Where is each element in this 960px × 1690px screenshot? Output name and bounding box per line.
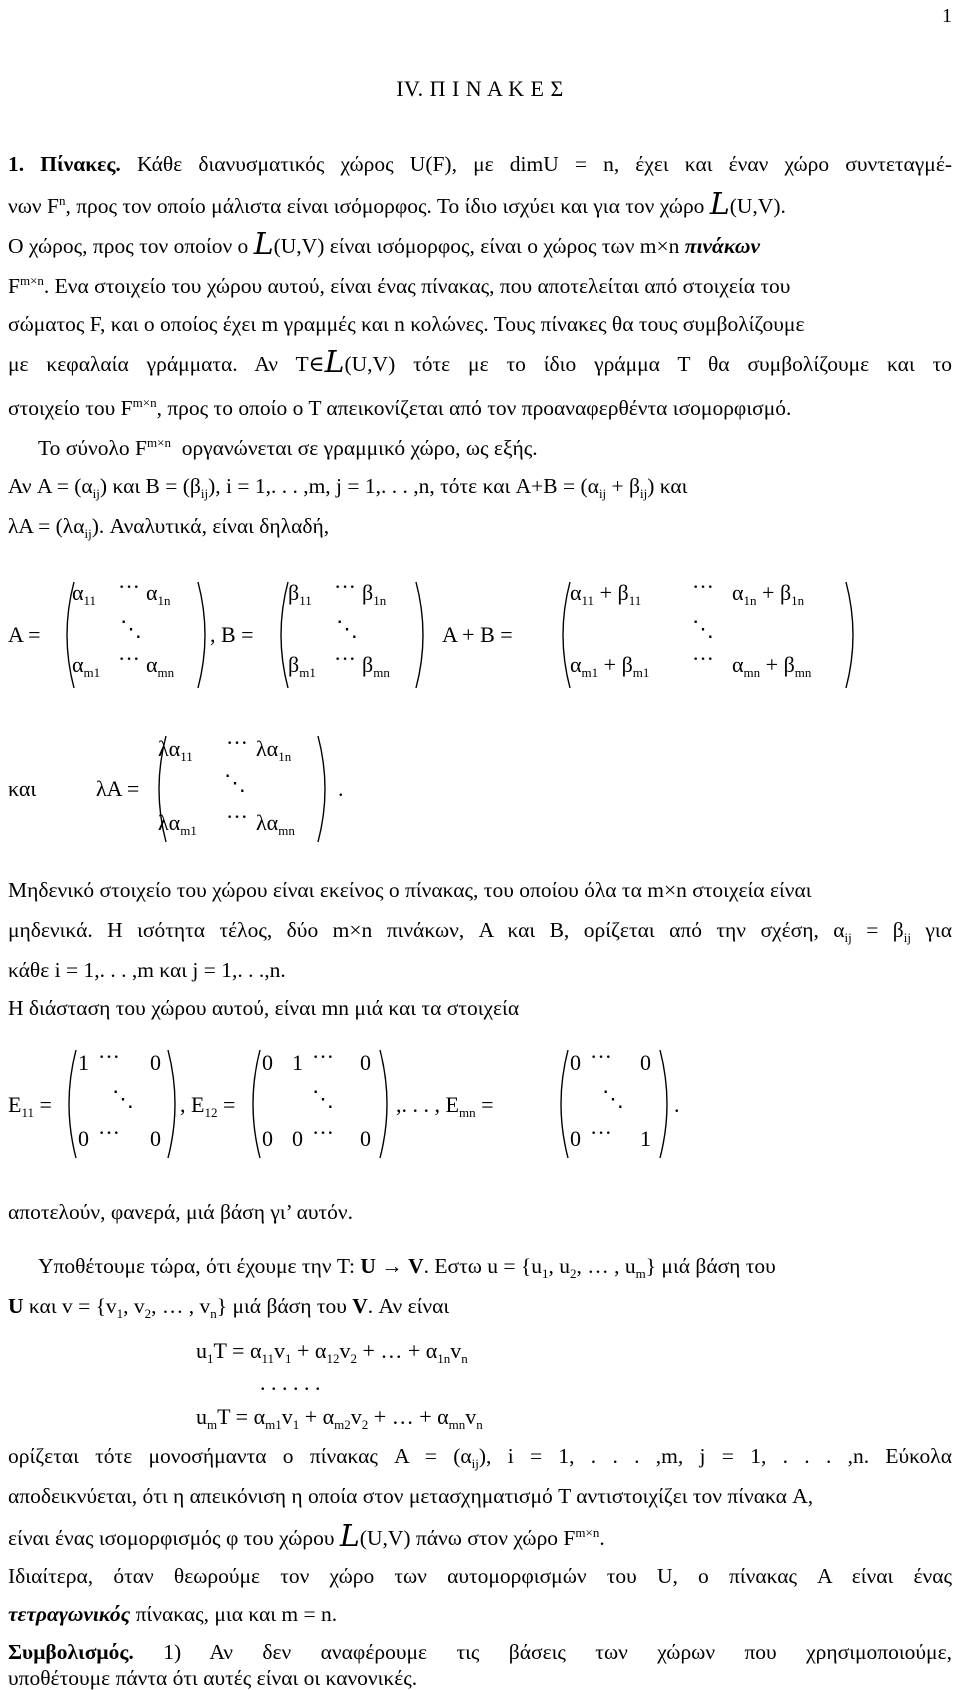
matrix-b-label: , B = (210, 622, 254, 647)
left-paren-icon (552, 1048, 572, 1160)
para3-line-8: τετραγωνικός πίνακας, μια και m = n. (8, 1602, 338, 1626)
section-line-10: $\lambda A = (\lambda\alpha_{ij})$. Αναλυτικά, είναι δηλαδή, (8, 514, 330, 541)
section-line-7: στοιχείο του $F^{m\times n}$, προς το οποίο ο Τ απεικονίζεται από τον προαναφερθέντα ισομορφισμό. (8, 395, 792, 420)
notation-line-1: Συμβολισμός. 1) Αν δεν αναφέρουμε τις βάσεις των χώρων που χρησιμοποιούμε, (8, 1640, 952, 1664)
section-line-6: με κεφαλαία γράμματα. Αν Τ∈L(U,V) τότε με το ίδιο γράμμα Τ θα συμβολίζουμε και το (8, 345, 952, 380)
right-paren-icon (842, 580, 862, 690)
right-paren-icon (376, 1048, 396, 1160)
script-l-symbol: L (339, 1519, 360, 1554)
para3-line-2: Υποθέτουμε τώρα, ότι έχουμε την T: U → V. Εστω $u = \{u_1$, $u_2$, … , $u_m$} μιά βάση του (38, 1254, 776, 1281)
script-l-symbol: L (253, 227, 274, 262)
section-line-4: $F^{m\times n}$. Ενα στοιχείο του χώρου αυτού, είναι ένας πίνακας, που αποτελείται από στοιχεία του (8, 273, 791, 298)
section-line-5: σώματος F, και ο οποίος έχει m γραμμές και n κολώνες. Τους πίνακες θα τους συμβολίζουμε (8, 312, 805, 336)
script-l-symbol: L (709, 187, 730, 222)
section-heading: 1. Πίνακες. (8, 152, 121, 176)
notation-label: Συμβολισμός. (8, 1640, 134, 1664)
section-line-3: Ο χώρος, προς τον οποίον ο L(U,V) είναι ισόμορφος, είναι ο χώρος των m×n πινάκων (8, 227, 760, 262)
left-paren-icon (60, 1048, 80, 1160)
para2-line-4: Η διάσταση του χώρου αυτού, είναι mn μιά και τα στοιχεία (8, 996, 520, 1020)
page-number: 1 (942, 5, 952, 27)
para2-line-3: κάθε i = 1,. . . ,m και j = 1,. . .,n. (8, 958, 286, 982)
section-line-8: Το σύνολο $F^{m\times n}$ οργανώνεται σε γραμμικό χώρο, ως εξής. (38, 435, 538, 460)
para3-line-4: ορίζεται τότε μονοσήμαντα ο πίνακας $A = (\alpha_{ij})$, i = 1, . . . ,m, j = 1, . . . ,n. Εύκολα (8, 1444, 952, 1471)
section-line-2: νων $F^n$, προς τον οποίο μάλιστα είναι ισόμορφος. Το ίδιο ισχύει και για τον χώρο L(U,V). (8, 187, 786, 222)
kai-word: και (8, 776, 37, 801)
script-l-symbol: L (324, 345, 345, 380)
equation-dots: . . . . . . (260, 1370, 321, 1395)
equation-last-row: $u_mT = \alpha_{m1}v_1 + \alpha_{m2}v_2$ + … + $\alpha_{mn}v_n$ (196, 1404, 483, 1432)
para3-line-3: U και $v = \{v_1$, $v_2$, … , $v_n$} μιά βάση του V. Αν είναι (8, 1294, 450, 1321)
matrix-a-label: A = (8, 622, 41, 647)
notation-line-2: υποθέτουμε πάντα ότι αυτές είναι οι κανονικές. (8, 1666, 418, 1690)
section-line-9: Αν $A = (\alpha_{ij})$ και $B = (\beta_{ij})$, i = 1,. . . ,m, j = 1,. . . ,n, τότε και $A+B = (\alpha_{ij} + \beta_{ij})$ και (8, 474, 688, 501)
right-paren-icon (314, 734, 334, 844)
para2-line-1: Μηδενικό στοιχείο του χώρου είναι εκείνος ο πίνακας, του οποίου όλα τα m×n στοιχεία είναι (8, 878, 812, 902)
para3-line-6: είναι ένας ισομορφισμός φ του χώρου L(U,V) πάνω στον χώρο $F^{m\times n}$. (8, 1519, 605, 1554)
right-paren-icon (656, 1048, 676, 1160)
para3-line-1: αποτελούν, φανερά, μιά βάση γι’ αυτόν. (8, 1200, 353, 1224)
para3-line-5: αποδεικνύεται, ότι η απεικόνιση η οποία στον μετασχηματισμό T αντιστοιχίζει τον πίνακα A, (8, 1484, 814, 1508)
equation-first-row: $u_1T = \alpha_{11}v_1 + \alpha_{12}v_2$ + … + $\alpha_{1n}v_n$ (196, 1338, 468, 1366)
para3-line-7: Ιδιαίτερα, όταν θεωρούμε τον χώρο των αυτομορφισμών του U, ο πίνακας A είναι ένας (8, 1564, 952, 1588)
matrix-la-label: λA = (96, 776, 140, 801)
section-line-1: 1. Πίνακες. Κάθε διανυσματικός χώρος U(F), με dimU = n, έχει και έναν χώρο συντεταγμέ- (8, 152, 953, 176)
para2-line-2: μηδενικά. Η ισότητα τέλος, δύο m×n πινάκων, A και B, ορίζεται από την σχέση, $\alpha_{ij} = \beta_{ij}$ για (8, 918, 952, 945)
left-paren-icon (244, 1048, 264, 1160)
chapter-title: IV. Π Ι Ν Α Κ Ε Σ (396, 76, 564, 101)
right-paren-icon (412, 580, 432, 690)
matrix-sum-label: A + B = (442, 622, 513, 647)
